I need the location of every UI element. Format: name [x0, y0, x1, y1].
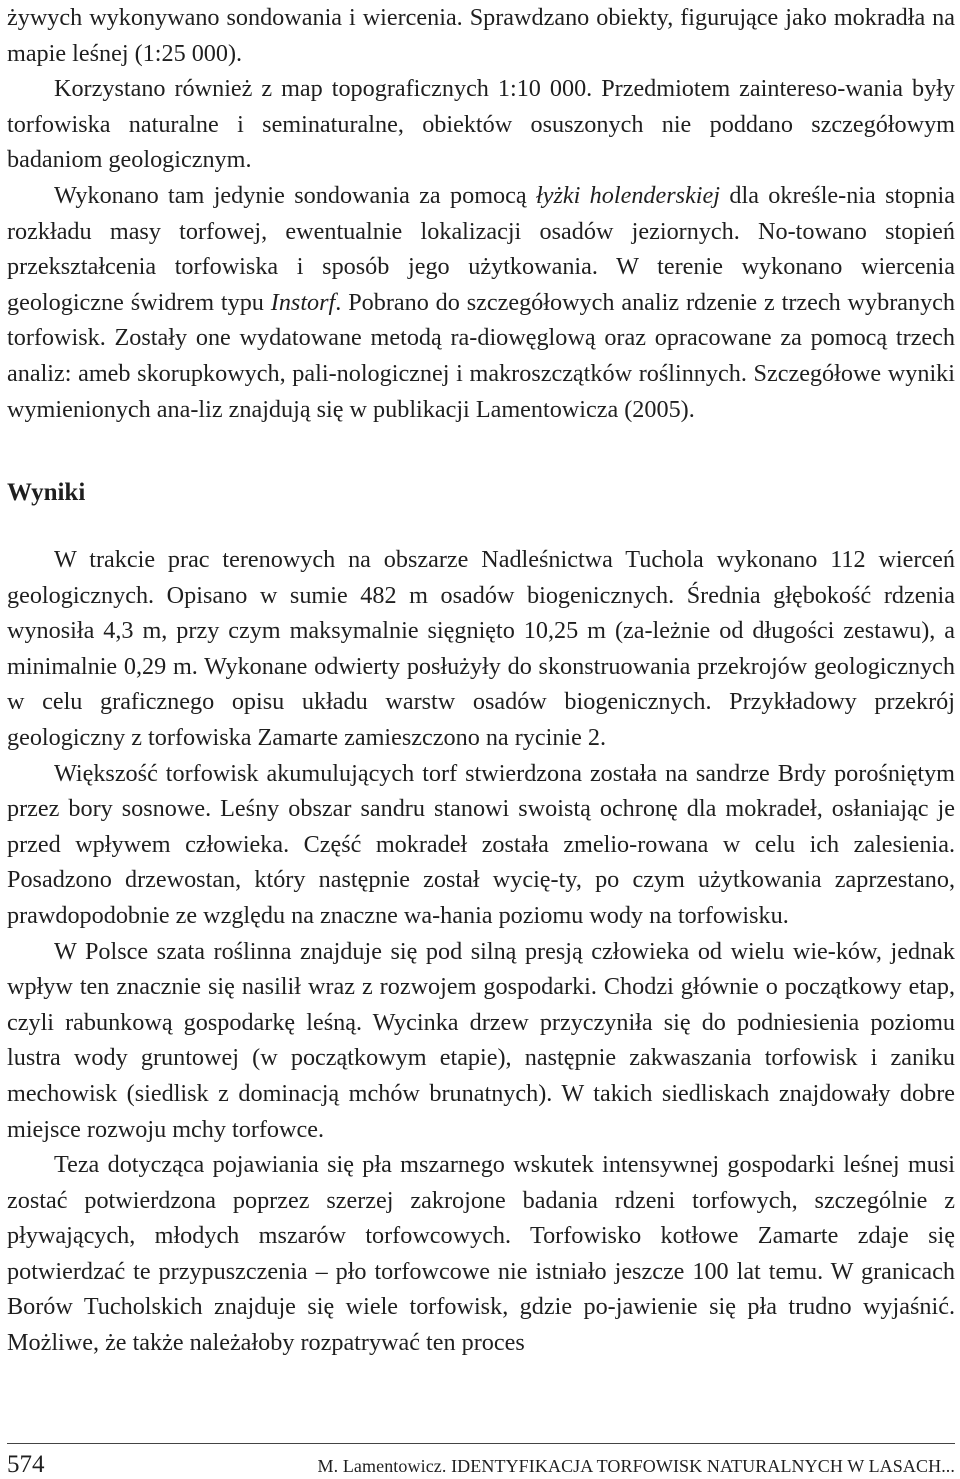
results-paragraph-1: W trakcie prac terenowych na obszarze Nadleśnictwa Tuchola wykonano 112 wierceń geologicznych. Opisano w sumie 482 m osadów biogenicznych. Średnia głębokość rdzenia wynosiła 4,3 m, przy czym maksymalnie sięgnięto 10,25 m (za-leżnie od długości zestawu), a minimalnie 0,29 m. Wykonane odwierty posłużyły do skonstruowania przekrojów geologicznych w celu graficznego opisu układu warstw osadów biogenicznych. Przykładowy przekrój geologiczny z torfowiska Zamarte zamieszczono na rycinie 2.: [7, 546, 955, 751]
paragraph-continuation: żywych wykonywano sondowania i wiercenia. Sprawdzano obiekty, figurujące jako mokradła na mapie leśnej (1:25 000).: [7, 4, 955, 67]
results-paragraph-3: W Polsce szata roślinna znajduje się pod silną presją człowieka od wielu wie-ków, jednak wpływ ten znacznie się nasilił wraz z rozwojem gospodarki. Chodzi głównie o początkowy etap, czyli rabunkową gospodarkę leśną. Wycinka drzew przyczyniła się do podniesienia poziomu lustra wody gruntowej (w początkowym etapie), następnie zakwaszania torfowisk i zaniku mechowisk (siedlisk z dominacją mchów brunatnych). W takich siedliskach znajdowały dobre miejsce rozwoju mchy torfowce.: [7, 937, 955, 1143]
sampling-text-a: Wykonano tam jedynie sondowania za pomocą: [54, 181, 536, 209]
results-text-block: [7, 542, 955, 1361]
results-paragraph-4: Teza dotycząca pojawiania się pła mszarnego wskutek intensywnej gospodarki leśnej musi zostać potwierdzona poprzez szerzej zakrojone badania rdzeni torfowych, szczególnie z pływających, młodych mszarów torfowcowych. Torfowisko kotłowe Zamarte zdaje się potwierdzać te przypuszczenia – pło torfowcowe nie istniało jeszcze 100 lat temu. W granicach Borów Tucholskich znajduje się wiele torfowisk, gdzie po-jawienie się pła trudno wyjaśnić. Możliwe, że także należałoby rozpatrywać ten proces: [7, 1151, 955, 1357]
section-heading-results: Wyniki: [7, 479, 86, 506]
footer-divider: [7, 1443, 955, 1444]
drill-type-italic: Instorf: [270, 288, 336, 316]
running-head: M. Lamentowicz. IDENTYFIKACJA TORFOWISK NATURALNYCH W LASACH...: [317, 1456, 955, 1476]
methods-text-block: [7, 0, 955, 427]
sampling-text-c: . Pobrano do szczegółowych analiz rdzenie z trzech wybranych torfowisk. Zostały one wydatowane metodą ra-diowęglową oraz opracowane za pomocą trzech analiz: ameb skorupkowych, pali-nologicznej i makroszczątków roślinnych. Szczegółowe wyniki wymienionych ana-liz znajdują się w publikacji Lamentowicza (2005).: [7, 288, 956, 423]
paragraph-map-sources: Korzystano również z map topograficznych 1:10 000. Przedmiotem zaintereso-wania były torfowiska naturalne i seminaturalne, obiektów osuszonych nie poddano szczegółowym badaniom geologicznym.: [7, 75, 955, 174]
page-footer: [7, 1451, 955, 1479]
paragraph-sampling-methods: [7, 178, 955, 427]
sampling-tool-italic: łyżki holenderskiej: [535, 181, 720, 209]
results-paragraph-2: Większość torfowisk akumulujących torf stwierdzona została na sandrze Brdy porośniętym przez bory sosnowe. Leśny obszar sandru stanowi swoistą ochronę dla mokradeł, osłaniając je przed wpływem człowieka. Część mokradeł została zmelio-rowana w celu ich zalesienia. Posadzono drzewostan, który następnie został wycię-ty, po czym użytkowania zaprzestano, prawdopodobnie ze względu na znaczne wa-hania poziomu wody na torfowisku.: [7, 759, 955, 929]
page-number: 574: [7, 1451, 45, 1478]
sampling-text-b: dla określe-nia stopnia rozkładu masy torfowej, ewentualnie lokalizacji osadów jeziornych. No-towano stopień przekształcenia torfowiska i sposób jego użytkowania. W terenie wykonano wiercenia geologiczne świdrem typu: [7, 181, 955, 316]
